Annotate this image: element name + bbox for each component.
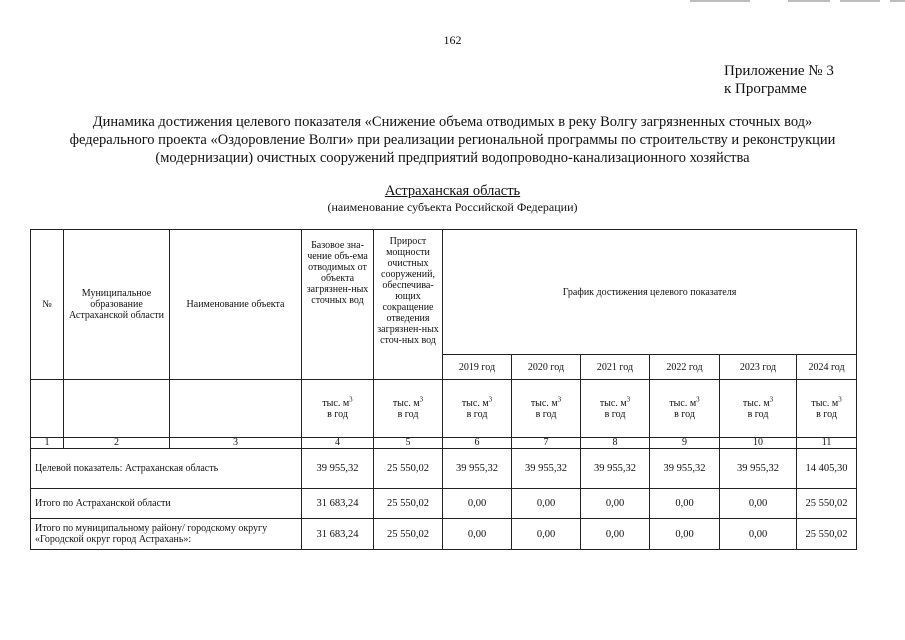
column-number: 7 xyxy=(512,438,581,449)
header-capacity-growth: Прирост мощности очистных сооружений, обеспечива-ющих сокращение отведения загрязнен-ных сточ-ных вод xyxy=(374,230,443,380)
row-label: Итого по Астраханской области xyxy=(31,489,302,519)
table-row-region-total xyxy=(31,489,857,519)
year-2022: 2022 год xyxy=(650,355,720,380)
row-value: 0,00 xyxy=(581,519,650,550)
header-no: № xyxy=(31,230,64,380)
year-2020: 2020 год xyxy=(512,355,581,380)
row-value: 39 955,32 xyxy=(720,449,797,489)
indicator-table xyxy=(30,229,857,550)
row-value: 39 955,32 xyxy=(512,449,581,489)
unit-cell: тыс. $м^3$ в год xyxy=(720,380,797,438)
row-value: 25 550,02 xyxy=(797,519,857,550)
row-value: 25 550,02 xyxy=(374,449,443,489)
row-value: 0,00 xyxy=(581,489,650,519)
year-2021: 2021 год xyxy=(581,355,650,380)
row-label: Итого по муниципальному району/ городскому округу «Городской округ город Астрахань»: xyxy=(31,519,302,550)
row-value: 0,00 xyxy=(720,519,797,550)
appendix-program: к Программе xyxy=(724,81,807,97)
unit-cell: тыс. $м^3$ в год xyxy=(443,380,512,438)
page-number: 162 xyxy=(443,33,462,47)
row-value: 0,00 xyxy=(512,519,581,550)
header-municipality: Муниципальное образование Астраханской области xyxy=(64,230,170,380)
header-object: Наименование объекта xyxy=(170,230,302,380)
row-value: 25 550,02 xyxy=(797,489,857,519)
title-line-3: (модернизации) очистных сооружений предприятий водопроводно-канализационного хозяйства xyxy=(155,150,750,166)
row-value: 0,00 xyxy=(443,519,512,550)
column-number: 9 xyxy=(650,438,720,449)
column-number: 1 xyxy=(31,438,64,449)
row-value: 0,00 xyxy=(443,489,512,519)
row-value: 25 550,02 xyxy=(374,489,443,519)
header-base-value: Базовое зна-чение объ-ема отводимых от объекта загрязнен-ных сточных вод xyxy=(302,230,374,380)
row-value: 0,00 xyxy=(720,489,797,519)
region-caption: (наименование субъекта Российской Федерации) xyxy=(327,200,578,214)
unit-cell: тыс. $м^3$ в год xyxy=(374,380,443,438)
column-number: 10 xyxy=(720,438,797,449)
column-number: 4 xyxy=(302,438,374,449)
unit-cell: тыс. $м^3$ в год xyxy=(512,380,581,438)
column-number: 8 xyxy=(581,438,650,449)
appendix-label xyxy=(724,62,834,98)
row-label: Целевой показатель: Астраханская область xyxy=(31,449,302,489)
row-value: 31 683,24 xyxy=(302,519,374,550)
region-name: Астраханская область xyxy=(384,183,521,199)
year-2024: 2024 год xyxy=(797,355,857,380)
row-value: 0,00 xyxy=(512,489,581,519)
appendix-number: Приложение № 3 xyxy=(724,63,834,79)
column-number-row xyxy=(31,438,857,449)
scan-artifact-lines xyxy=(690,0,905,4)
table-row-district-total xyxy=(31,519,857,550)
unit-cell: тыс. $м^3$ в год xyxy=(797,380,857,438)
document-title xyxy=(20,113,885,167)
unit-cell: тыс. $м^3$ в год xyxy=(650,380,720,438)
header-schedule: График достижения целевого показателя xyxy=(443,230,857,355)
year-2023: 2023 год xyxy=(720,355,797,380)
unit-cell: тыс. $м^3$ в год xyxy=(302,380,374,438)
row-value: 39 955,32 xyxy=(443,449,512,489)
column-number: 5 xyxy=(374,438,443,449)
title-line-1: Динамика достижения целевого показателя «Снижение объема отводимых в реку Волгу загрязненных сточных вод» xyxy=(92,114,813,130)
year-2019: 2019 год xyxy=(443,355,512,380)
title-line-2: федерального проекта «Оздоровление Волги» при реализации региональной программы по строительству и реконструкции xyxy=(69,132,836,148)
row-value: 14 405,30 xyxy=(797,449,857,489)
row-value: 25 550,02 xyxy=(374,519,443,550)
unit-cell: тыс. $м^3$ в год xyxy=(581,380,650,438)
row-value: 31 683,24 xyxy=(302,489,374,519)
table-row-target xyxy=(31,449,857,489)
column-number: 6 xyxy=(443,438,512,449)
row-value: 39 955,32 xyxy=(302,449,374,489)
row-value: 0,00 xyxy=(650,489,720,519)
column-number: 2 xyxy=(64,438,170,449)
row-value: 39 955,32 xyxy=(581,449,650,489)
column-number: 11 xyxy=(797,438,857,449)
row-value: 39 955,32 xyxy=(650,449,720,489)
row-value: 0,00 xyxy=(650,519,720,550)
column-number: 3 xyxy=(170,438,302,449)
